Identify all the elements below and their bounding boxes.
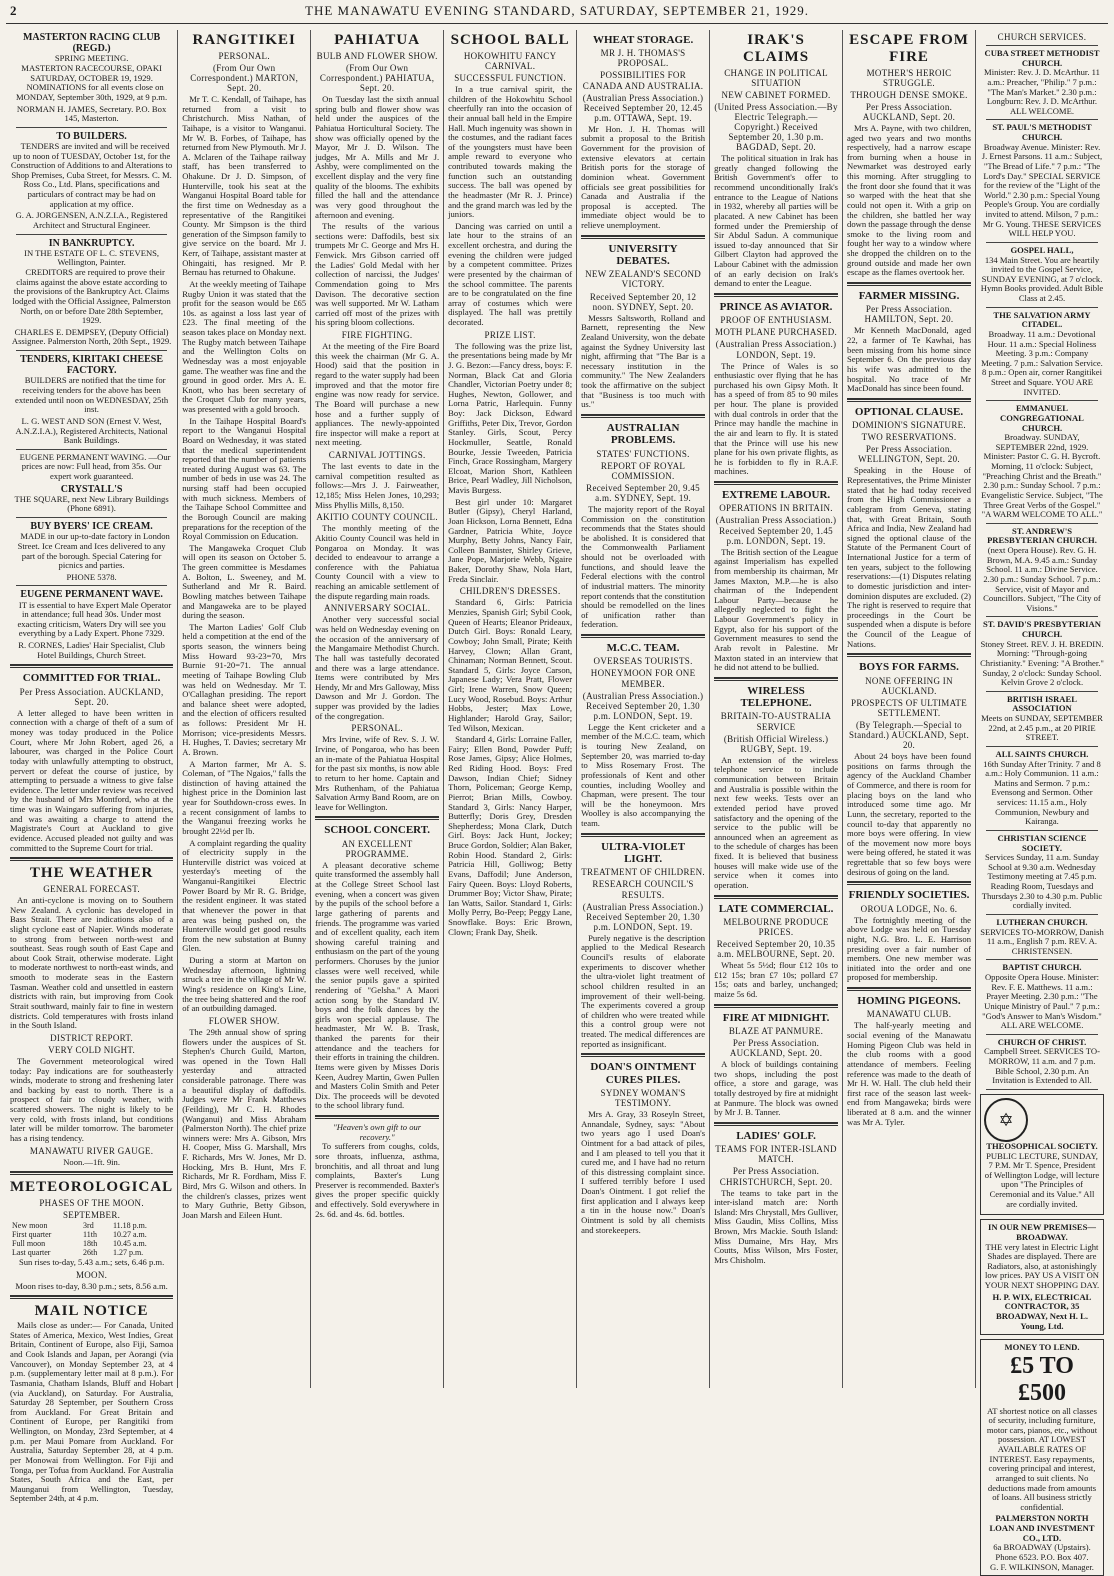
- pigeons-sub: MANAWATU CLUB.: [866, 1009, 952, 1020]
- mcc-sub: OVERSEAS TOURISTS.: [593, 656, 693, 667]
- moon-table: [10, 1222, 173, 1258]
- pahiatua-sub: BULB AND FLOWER SHOW.: [316, 50, 438, 61]
- column-3: [311, 30, 444, 1388]
- church-name: ST. DAVID'S PRESBYTERIAN CHURCH.: [983, 619, 1101, 640]
- aviator-body: The Prince of Wales is so enthusiastic over flying that he has purchased his own Gipsy Moth. It has a speed of from 85 to 90 miles per hour. The plane is provided with dual controls in order that the Prince may handle the machine in the air and learn to fly. It is stated that the Prince will use his new plane for his own private flights, as he is forbidden to fly in R.A.F. machines.: [714, 360, 839, 477]
- golf-body: The teams to take part in the inter-island match are: North Island: Mrs Chrystall, Mrs Gulliver, Miss Gaudin, Miss Collins, Miss Brown, Mrs Mackie. South Island: Miss Dumaine, Mrs Hay, Mrs Coutts, Miss Wilson, Mrs Foster, Mrs Chisholm.: [714, 1187, 839, 1265]
- personal-head: PERSONAL.: [351, 723, 403, 734]
- labour-head: EXTREME LABOUR.: [721, 489, 831, 502]
- icecream-head: BUY BYERS' ICE CREAM.: [30, 521, 153, 533]
- problems-dateline: Received September 20, 9.45 a.m. SYDNEY, Sept. 19.: [586, 482, 700, 503]
- debates-dateline: Received September 20, 12 noon. SYDNEY, Sept. 20.: [589, 291, 697, 312]
- escape-sub2: THROUGH DENSE SMOKE.: [850, 89, 968, 100]
- golf-sub: TEAMS FOR INTER-ISLAND MATCH.: [715, 1144, 837, 1165]
- rangitikei-p2: At the weekly meeting of Taihape Rugby Union it was stated that the profit for the season would be £65 10s. as against a loss last year of £23. The final meeting of the season takes place on Monday next. The Rugby match between Taihape and the Wellington Colts on Wednesday was a most enjoyable game. The weather was fine and the ground in good order. Mrs A. E. Knott, who has been secretary of the Croquet Club for many years, was presented with a gold brooch.: [182, 278, 307, 415]
- church-name: GOSPEL HALL,: [1010, 244, 1074, 255]
- wave-ad: [10, 589, 173, 660]
- wix-ad: [980, 1219, 1104, 1335]
- church-body: SERVICES TO-MORROW, Danish 11 a.m., English 7 p.m. REV. A. CHRISTENSEN.: [980, 926, 1104, 956]
- mcc-body: Legge the Kent cricketer and a member of the M.C.C. team, which is touring New Zealand, on September 20, was married to-day to Miss Rosemary Frost. The professionals of Kent and other counties, including Woolley and Chapman, were present. The tour will be the honeymoon. Mrs Woolley is also accompanying the team.: [581, 721, 706, 829]
- church-name: CUBA STREET METHODIST CHURCH.: [984, 48, 1100, 68]
- wix-head: IN OUR NEW PREMISES—BROADWAY.: [987, 1222, 1096, 1242]
- loan-ad: [980, 1339, 1104, 1576]
- carnival-head: CARNIVAL JOTTINGS.: [328, 450, 426, 461]
- akitio-body: The monthly meeting of the Akitio County Council was held in Pongaroa on Monday. It was decided to endeavour to arrange a conference with the Pahiatua County Council with a view to reaching an amicable settlement of the dispute regarding main roads.: [315, 523, 440, 601]
- aviator-dateline: (Australian Press Association.) LONDON, Sept. 19.: [715, 339, 837, 360]
- farmer-head: FARMER MISSING.: [858, 289, 960, 302]
- table-row: First quarter 11th 10.27 a.m.: [12, 1230, 147, 1240]
- doans-sub: SYDNEY WOMAN'S TESTIMONY.: [600, 1087, 686, 1109]
- church-name: LUTHERAN CHURCH.: [996, 916, 1088, 927]
- racing-sign: NORMAN H. JAMES, Secretary. P.O. Box 145, Masterton.: [16, 103, 167, 124]
- rangitikei-sub: PERSONAL.: [218, 50, 270, 61]
- church-body: Campbell Street. SERVICES TO-MORROW, 11 a.m. and 7 p.m. Bible School, 2.30 p.m. An Invitation is Extended to All.: [984, 1046, 1100, 1086]
- weather-sub: GENERAL FORECAST.: [43, 883, 140, 894]
- lung-ad-quote: "Heaven's own gift to our recovery.": [333, 1122, 422, 1142]
- rangitikei-dateline: (From Our Own Correspondent.) MARTON, Sept. 20.: [190, 62, 299, 94]
- optional-sub: DOMINION'S SIGNATURE.: [852, 420, 966, 431]
- bankruptcy-body: CREDITORS are required to prove their claims against the above estate according to the provisions of the Bankruptcy Act. Claims lodged with the Official Assignee, Palmerston North, on or before Date 28th September, 1929.: [12, 267, 171, 326]
- irak-sub: CHANGE IN POLITICAL SITUATION: [724, 67, 828, 88]
- aviator-head: PRINCE AS AVIATOR.: [719, 300, 833, 313]
- rangitikei-p1: Mr T. C. Kendall, of Taihape, has returned from a visit to Christchurch. Miss Nathan, of Taihape, is a visitor to Wanganui. Mr W. B. Forbes, of Taihape, has returned from New Plymouth. Mr J. A. Mclaren of the Taihape railway staff, has been transferred to Ohakune. Dr J. D. Simpson, of Hunterville, took his seat at the Wanganui Hospital Board table for the first time on Wednesday as a representative of the Rangitikei County. Mr Simpson is the third generation of the Simpson family to give service on the board. Mr J. Kerr, of Taihape, assistant master at Ohingaiti, has resigned. Mr P. Bernau has returned to Ohakune.: [182, 94, 307, 278]
- boys-head: BOYS FOR FARMS.: [859, 661, 959, 674]
- district-report-head: DISTRICT REPORT.: [50, 1032, 134, 1043]
- loan-manager: G. F. WILKINSON, Manager.: [990, 1561, 1094, 1572]
- anniversary-body: Another very successful social was held on Wednesday evening on the occasion of the anniversary of the Mangamaire Methodist Church. The hall was tastefully decorated and there was a large attendance. Items were contributed by Mrs Hendy, Mr and Mrs Galloway, Miss Dawson and Mr J. Gordon. The supper was provided by the ladies of the congregation.: [315, 614, 440, 721]
- loan-head: MONEY TO LEND.: [1004, 1342, 1080, 1353]
- masthead: [6, 4, 1108, 24]
- loan-body: AT shortest notice on all classes of security, including furniture, motor cars, pianos, etc., without possession. AT LOWEST AVAILABLE RATES OF INTEREST. Easy repayments, covering principal and interest, arranged to suit clients. No deductions made from amounts of loans. All business strictly confidential.: [986, 1405, 1098, 1512]
- optional-dateline: Per Press Association. WELLINGTON, Sept. 20.: [858, 444, 960, 465]
- irak-body: The political situation in Irak has greatly changed following the British Government's offer to recommend unconditionally Irak's entrance to the League of Nations in 1932, whereby all parties will be placated. A new Cabinet has been formed under the Premiership of Sir Abdul Sadun. A communique issued to-day announced that Sir Gilbert Clayton had approved the Labour Cabinet with the admission of an early decision on Irak's demand to enter the League.: [714, 153, 839, 289]
- church-notice: [980, 404, 1104, 524]
- fire-head: FIRE AT MIDNIGHT.: [722, 1011, 830, 1024]
- wheat-head: WHEAT STORAGE.: [592, 34, 694, 46]
- column-4: [444, 30, 577, 1388]
- church-name: ST. ANDREW'S PRESBYTERIAN CHURCH.: [987, 525, 1097, 546]
- waving-body: EUGENE PERMANENT WAVING. —Our prices are now: Full head, from 35s. Our expert work guaranteed.: [19, 451, 171, 481]
- church-body: Minister: Rev. J. D. McArthur. 11 a.m.: Preacher, "Philip." 7 p.m.: "The Man's Market." 2.30 p.m.: Longburn: Rev. J. D. McArthur. ALL WELCOME.: [984, 67, 1100, 116]
- optional-sub2: TWO RESERVATIONS.: [861, 432, 957, 443]
- marton-p3: A complaint regarding the quality of electricity supply in the Hunterville district was voiced at yesterday's meeting of the Wanganui-Rangitikei Electric Power Board by Mr R. G. Bridge, the resident engineer. It was stated that whenever the power in that area was being pushed on, the Hunterville would get good results from the new substation at Bunny Glen.: [182, 837, 307, 954]
- lung-ad-body: To sufferers from coughs, colds, sore throats, influenza, asthma, bronchitis, and all throat and lung complaints, Baxter's Lung Preserver is recommended. Baxter's gives the proper specific quickly and effectively. Sold everywhere in 2s. 6d. and 4s. 6d. bottles.: [315, 1141, 440, 1219]
- church-name: CHURCH OF CHRIST.: [997, 1036, 1087, 1047]
- trial-body: A letter alleged to have been written in connection with a charge of theft of a sum of money was today produced in the Police Court, where Mr John Robert, aged 26, a labourer, was charged in the Police Court today with unlawfully attempting to obstruct, pervert or defeat the course of justice, by attempting to persuade a witness to give false evidence. The letter under review was received by the husband of Mrs Montford, who at the time was in Waingaro suffering from injuries, and was awaiting a charge to attend the Magistrate's Court at Auckland to give evidence. Accused pleaded not guilty and was committed to the Supreme Court for trial.: [10, 707, 174, 853]
- fire-fighting-head: FIRE FIGHTING.: [341, 330, 413, 341]
- moon-month: SEPTEMBER.: [62, 1210, 121, 1221]
- boys-body: About 24 boys have been found positions on farms through the agency of the Auckland Chamber of Commerce, and there is room for placing boys on the land who introduced some time ago. Mr Lunn, the secretary, reported to the council to-day that apparently no more boys were offering. In view of the movement now more boys were being offered, he stated it was regrettable that so few boys were desirous of going on the land.: [847, 751, 971, 877]
- church-name: CHRISTIAN SCIENCE SOCIETY.: [997, 832, 1087, 853]
- problems-sub: STATES' FUNCTIONS.: [596, 448, 690, 459]
- irak-sub2: NEW CABINET FORMED.: [721, 89, 831, 100]
- builders-sign: G. A. JORGENSEN, A.N.Z.I.A., Registered Architect and Structural Engineer.: [15, 210, 168, 230]
- pahiatua-dateline: (From Our Own Correspondent.) PAHIATUA, Sept. 20.: [319, 62, 435, 94]
- church-name: THE SALVATION ARMY CITADEL.: [993, 309, 1091, 330]
- church-notice: [980, 963, 1104, 1034]
- labour-body: The British section of the League against Imperialism has expelled from membership its chairman, Mr James Maxton, M.P.—he is also chairman of the Independent Labour Party—because he allegedly neglected to fight the Labour Government's policy in Egypt, also for his support of the Government measures to send the Arab revolt in Palestine. Mr Maxton stated in an interview that he did not attend to be bullied.: [714, 546, 839, 673]
- pigeons-body: The half-yearly meeting and social evening of the Manawatu Homing Pigeon Club was held in the club rooms with a good attendance of members. Feeling reference was made to the death of Mr H. W. Hall. The club held their first race of the season last week-end from Mangaweka; birds were liberated at 8 a.m. and the winner was Mr A. Tyler.: [847, 1020, 971, 1127]
- commercial-dateline: Received September 20, 10.35 a.m. MELBOURNE, Sept. 20.: [716, 939, 836, 960]
- table-row: Full moon 18th 10.45 a.m.: [12, 1239, 147, 1249]
- boys-dateline: (By Telegraph.—Special to Standard.) AUCKLAND, Sept. 20.: [848, 719, 970, 751]
- wireless-dateline: (British Official Wireless.) RUGBY, Sept. 19.: [723, 733, 829, 754]
- escape-head: ESCAPE FROM FIRE: [849, 32, 969, 65]
- moon-times: Moon rises to-day, 8.30 p.m.; sets, 8.56 a.m.: [15, 1280, 168, 1291]
- farmer-dateline: Per Press Association. HAMILTON, Sept. 20.: [864, 304, 954, 325]
- aviator-sub: PROOF OF ENTHUSIASM.: [720, 315, 832, 326]
- wave-body: IT is essential to have Expert Male Operator in attendance; full head 30s. Under most exacting criticism, Waters Dry will see you everything by a Lady Expert. Phone 7329.: [17, 599, 172, 639]
- commercial-body: Wheat 5s 5½d; flour £12 10s to £12 15s; bran £7 10s; pollard £7 15s; oats and barley, unchanged; maize 5s 6d.: [714, 960, 839, 1000]
- district-report-body: The Government meteorological wired today: Pay indications are for southeasterly winds, moderate to strong and freshening later and backing by east to north. There is a prospect of fair to cloudy weather, with scattered showers. The night is likely to be very cold, with frosts inland, but conditions later will be milder tomorrow. The barometer has a rising tendency.: [10, 1055, 174, 1143]
- church-body: Services Sunday, 11 a.m. Sunday School at 9.30 a.m. Wednesday Testimony meeting at 7.45 p.m. Reading Room, Tuesdays and Thursdays 2.30 to 4.30 p.m. Public cordially invited.: [981, 852, 1103, 911]
- fire-fighting-body: At the meeting of the Fire Board this week the chairman (Mr G. A. Hood) said that the position in regard to the water supply had been improved and that the motor fire engine was now ready for service. The Board will purchase a new hose and a further supply of appliances. The newly-appointed fire inspector will make a report at next meeting.: [315, 341, 440, 448]
- loan-firm: PALMERSTON NORTH LOAN AND INVESTMENT CO., LTD.: [989, 1513, 1095, 1543]
- boys-sub: NONE OFFERING IN AUCKLAND.: [865, 675, 953, 696]
- bankruptcy-sign: CHARLES E. DEMPSEY, (Deputy Official) Assignee. Palmerston North, 20th Sept., 1929.: [11, 326, 172, 347]
- church-notice: [980, 834, 1104, 915]
- wix-body: THE very latest in Electric Light Shades are displayed. There are Radiators, also, at astonishingly low prices. PAY US A VISIT ON YOUR NEXT SHOPPING DAY.: [984, 1241, 1100, 1291]
- labour-sub: OPERATIONS IN BRITAIN.: [719, 503, 833, 514]
- mcc-head: M.C.C. TEAM.: [606, 642, 680, 655]
- debates-body: Messrs Saltsworth, Rolland and Barnett, representing the New Zealand University, won the debate against the Sydney University last night, affirming that "The Bar is a necessary institution in the community." The New Zealanders took the affirmative on the subject that "Business is too much with us.": [581, 312, 706, 410]
- wave-sign: R. CORNES, Ladies' Hair Specialist, Club Hotel Buildings, Church Street.: [18, 640, 165, 660]
- waving-shop: CRYSTALL'S: [60, 483, 123, 495]
- commercial-head: LATE COMMERCIAL.: [718, 902, 834, 915]
- theosophical-notice: [980, 1094, 1104, 1215]
- river-gauge-head: MANAWATU RIVER GAUGE.: [29, 1145, 154, 1156]
- waving-addr: THE SQUARE, next New Library Buildings (Phone 6891).: [14, 493, 169, 514]
- ultraviolet-dateline: (Australian Press Association.) Received September 20, 1.30 p.m. LONDON, Sept. 19.: [582, 901, 704, 932]
- ball-p1: In a true carnival spirit, the children of the Hokowhitu School cheerfully ran into the occasion of their annual ball held in the Empire Hall. Much ingenuity was shown in the costumes, and the radiant faces of the youngsters must have been ample reward to everyone who contributed towards making the function such an outstanding success. The ball was opened by the headmaster (Mr R. J. Prince) and the grand march was led by the juniors.: [448, 84, 573, 220]
- bankruptcy-sub: IN THE ESTATE OF L. C. STEVENS, Wellington, Painter.: [24, 247, 160, 268]
- trial-head: COMMITTED FOR TRIAL.: [22, 672, 161, 685]
- children-dresses-head: CHILDREN'S DRESSES.: [459, 586, 561, 597]
- column-6: [710, 30, 843, 1388]
- racing-body: NOMINATIONS for all events close on MONDAY, September 30th, 1929, at 9 p.m.: [16, 82, 168, 102]
- table-row: New moon 3rd 11.18 p.m.: [12, 1221, 147, 1231]
- pahiatua-p1: On Tuesday last the sixth annual spring bulb and flower show was held under the auspices of the Pahiatua Horticultural Society. The show was officially opened by the Mayor, Mr J. D. Wilson. The judges, Mr A. Mills and Mr J. Ashby, were complimented on the excellent display and the very fine quality of the blooms. The exhibits filled the hall and the attendance was very good throughout the afternoon and evening.: [315, 94, 440, 220]
- ultraviolet-head: ULTRA-VIOLET LIGHT.: [601, 840, 686, 866]
- church-notice: [980, 123, 1104, 243]
- mcc-dateline: (Australian Press Association.) Received September 20, 1.30 p.m. LONDON, Sept. 19.: [582, 690, 704, 721]
- doans-head: DOAN'S OINTMENT CURES PILES.: [590, 1061, 696, 1086]
- wix-firm: H. P. WIX, ELECTRICAL CONTRACTOR, 35 BROADWAY, Next H. L. Young, Ltd.: [992, 1291, 1092, 1331]
- icecream-body: MADE in our up-to-date factory in London Street. Ice Cream and Ices delivered to any part of the borough. Special Catering for picnics and parties.: [17, 531, 170, 571]
- escape-sub: MOTHER'S HEROIC STRUGGLE.: [866, 67, 952, 88]
- church-body: (next Opera House). Rev. G. H. Brown, M.A. 9.45 a.m.: Sunday School. 11 a.m.: Divine Service. 2.30 p.m.: Sunday School. 7 p.m.: Service, visit of Mayor and Councillors. Subject, "The City of Visions.": [983, 545, 1101, 613]
- flower-show-head: FLOWER SHOW.: [208, 1015, 280, 1026]
- theosophical-seal-icon: ✡: [984, 1098, 1028, 1142]
- marton-p1: The Marton Ladies' Golf Club held a competition at the end of the sports season, the winners being Miss Howard 93-23=70, Mrs Burnie 91-20=71. The annual meeting of Taihape Bowling Club was held on Wednesday. Mr T. O'Callaghan presiding. The report and balance sheet were adopted, and the election of officers resulted as follows: President Mr H. Morrison; vice-presidents Messrs. H. Hughes, T. Davies; secretary Mr A. Brown.: [182, 621, 307, 757]
- bankruptcy-head: IN BANKRUPTCY.: [48, 237, 135, 249]
- marton-p2: A Marton farmer, Mr A. S. Coleman, of "The Ngaios," falls the distinction of having attained the highest price in the Dominion last year for Southdown-cross ewes. In a recent consignment of lambs to the Wanganui freezing works he brought 22½d per lb.: [182, 758, 307, 836]
- personal-body: Mrs Irvine, wife of Rev. S. J. W. Irvine, of Pongaroa, who has been an in-mate of the Pahiatua Hospital for the past six months, is now able to return to her home. Captain and Mrs Ruthenham, of the Pahiatua Salvation Army Band Room, are on leave for Wellington.: [315, 734, 440, 812]
- church-body: Stoney Street. REV. J. H. BREDIN. Morning: "Through-going Christianity." Evening: "A Brother." Sunday, 2 o'clock: Sunday School. Kelvin Grove 2 o'clock.: [980, 638, 1104, 688]
- rangitikei-p4: The Mangaweka Croquet Club will open its season on October 5. The green committee is Mesdames A. Bolton, L. Sweeney, and M. Sutherland and Mr R. Baird. Bowling matches between Taihape and Mangaweka are to be played during the season.: [182, 542, 307, 621]
- church-notice: [980, 246, 1104, 308]
- bankruptcy-notice: [10, 238, 173, 347]
- akitio-head: AKITIO COUNTY COUNCIL.: [316, 512, 438, 523]
- church-body: Broadway Avenue. Minister: Rev. J. Ernest Parsons. 11 a.m.: Subject, "The Bread of Life." 7 p.m.: "The Lord's Day." SPECIAL SERVICE for the review of the "Light of the World." 2.30 p.m.: Special Young People's Group. You are cordially invited to attend. Milson, 7 p.m.: Mr G. Young. THESE SERVICES WILL HELP YOU.: [981, 141, 1103, 239]
- problems-sub2: REPORT OF ROYAL COMMISSION.: [600, 460, 686, 481]
- icecream-phone: PHONE 5378.: [66, 571, 117, 582]
- church-notice: [980, 1038, 1104, 1090]
- church-body: Opposite Opera House. Minister: Rev. F. E. Matthews. 11 a.m.: Prayer Meeting. 2.30 p.m.: "The Unique Ministry of Paul." 7 p.m.: "God's Answer to Man's Wisdom." ALL ARE WELCOME.: [982, 972, 1102, 1031]
- rangitikei-p3: In the Taihape Hospital Board's report to the Wanganui Hospital Board on Wednesday, it was stated that the medical superintendent reported that the number of patients treated during August was 63. The number of beds in use was 24. The nursing staff had been occupied with much sickness. Members of the Taihape School Committee and the Borough Council are making preparations for the reception of the Royal Commission on Education.: [182, 415, 307, 542]
- column-7: [843, 30, 976, 1388]
- district-report-sub: VERY COLD NIGHT.: [48, 1044, 136, 1055]
- escape-dateline: Per Press Association. AUCKLAND, Sept. 20.: [862, 101, 956, 122]
- anniversary-head: ANNIVERSARY SOCIAL.: [323, 603, 431, 614]
- labour-dateline: (Australian Press Association.) Received September 20, 1.45 p.m. LONDON, Sept. 19.: [715, 515, 837, 546]
- ball-sub2: SUCCESSFUL FUNCTION.: [454, 72, 566, 83]
- mail-head: MAIL NOTICE: [34, 1303, 149, 1320]
- columns: [6, 30, 1108, 1572]
- church-name: EMMANUEL CONGREGATIONAL CHURCH.: [1000, 403, 1084, 433]
- wireless-sub: BRITAIN-TO-AUSTRALIA SERVICE: [720, 711, 832, 732]
- tenders-sign: L. G. WEST AND SON (Ernest V. West, A.N.Z.I.A.), Registered Architects, National Bank Buildings.: [15, 415, 168, 446]
- carnival-body: The last events to date in the carnival competition resulted as follows:—Mrs J. J. Fairweather, 12,185; Miss Helen Jones, 10,293; Miss Phyllis Mills, 8,150.: [315, 461, 440, 510]
- fire-dateline: Per Press Association. AUCKLAND, Sept. 20.: [729, 1038, 823, 1059]
- pigeons-head: HOMING PIGEONS.: [857, 995, 961, 1008]
- commercial-sub: MELBOURNE PRODUCE PRICES.: [723, 916, 829, 937]
- golf-head: LADIES' GOLF.: [736, 1129, 816, 1142]
- friendly-head: FRIENDLY SOCIETIES.: [848, 889, 970, 902]
- escape-body: Mrs A. Payne, with two children, aged two years and two months respectively, had a narrow escape from burning when a house in Newmarket was destroyed early this morning. After struggling to the front door she found that it was so warped with the heat that she could not open it. With a grip on the children, she battled her way down the passage through the dense smoke to the living room and fought her way to a window where she dropped the children on to the ground outside and made her own escape as the flames overtook her.: [847, 122, 971, 278]
- wireless-body: An extension of the wireless telephone service to include communication between Britain and Australia is possible within the next few weeks. Tests over an extended period have proved satisfactory and the opening of the service to the public will be announced when an agreement as to the schedule of charges has been fixed. It is believed that business houses will make wide use of the service when it comes into operation.: [714, 754, 839, 890]
- ball-p5: Standard 6, Girls: Patricia Menzies, Spanish Girl; Sybil Cook, Queen of Hearts; Eleanor Prideaux, Dutch Girl. Boys: Ronald Leary, Cowboy; John Small, Pirate; Keith Harvey, Clown; Allan Grant, Chinaman; Norman Bennett, Scout. Standard 5, Girls: Joyce Carson, Japanese Lady; Vera Pratt, Flower Girl; Irene Warren, Snow Queen; Lucy Wood, Rosebud. Boys: Arthur Hobbs, Jester; Max Lowe, Highlander; Harold Gray, Sailor; Ted Wilson, Mexican.: [448, 597, 573, 733]
- irak-head: IRAK'S CLAIMS: [743, 32, 810, 65]
- ball-p2: Dancing was carried on until a late hour to the strains of an excellent orchestra, and during the evening the children were judged by a competent committee. Prizes were presented by the chairman of the school committee. The parents are to be congratulated on the fine array of costumes which were displayed. The hall was prettily decorated.: [448, 220, 573, 328]
- moon-head: MOON.: [75, 1269, 108, 1280]
- aviator-sub2: MOTH PLANE PURCHASED.: [715, 327, 838, 338]
- ball-p6: Standard 4, Girls: Lorraine Faller, Fairy; Ellen Bond, Powder Puff; Rose James, Gipsy; Alice Holmes, Red Riding Hood. Boys: Fred Dawson, Indian Chief; Sidney Thorn, Policeman; George Kemp, Pierrot; Brian Mills, Cowboy. Standard 3, Girls: Nancy Harper, Butterfly; Doris Grey, Dresden Shepherdess; Mona Clark, Dutch Girl. Boys: Jack Hunt, Jockey; Bruce Gordon, Soldier; Alan Baker, Robin Hood. Standard 2, Girls: Patricia Hill, Golliwog; Betty Evans, Daffodil; June Anderson, Fairy Queen. Boys: Lloyd Roberts, Drummer Boy; Victor Shaw, Pirate; Ian Watts, Sailor. Standard 1, Girls: Molly Perry, Bo-Peep; Peggy Lane, Snowflake. Boys: Eric Brown, Clown; Frank Day, Sheik.: [448, 734, 573, 937]
- mcc-sub2: HONEYMOON FOR ONE MEMBER.: [590, 668, 696, 689]
- church-notice: [980, 311, 1104, 402]
- column-8: [976, 30, 1108, 1572]
- ultraviolet-body: Purely negative is the description applied to the Medical Research Council's results of elaborate experiments to discover whether the ultra-violet light treatment of school children resulted in an improvement of their well-being. The experiments covered a group of children who were treated while this a control group were not treated. The medical differences are reported as insignificant.: [581, 932, 706, 1049]
- moon-phases-head: PHASES OF THE MOON.: [39, 1198, 144, 1209]
- builders-notice: [10, 131, 173, 231]
- church-name: BRITISH ISRAEL ASSOCIATION: [1006, 693, 1077, 714]
- waving-ad: [10, 453, 173, 514]
- wheat-sub2: POSSIBILITIES FOR CANADA AND AUSTRALIA.: [582, 70, 704, 91]
- river-gauge: Noon.—1ft. 9in.: [63, 1156, 120, 1167]
- church-name: ST. PAUL'S METHODIST CHURCH.: [992, 122, 1092, 143]
- concert-head: SCHOOL CONCERT.: [324, 824, 431, 837]
- church-name: BAPTIST CHURCH.: [1002, 962, 1082, 973]
- fire-body: A block of buildings containing two shops, including the post office, a store and garage, was totally destroyed by fire at midnight at Panmure. The block was owned by Mr J. B. Tanner.: [714, 1059, 839, 1118]
- trial-dateline: Per Press Association. AUCKLAND, Sept. 20.: [19, 686, 164, 707]
- boys-sub2: PROSPECTS OF ULTIMATE SETTLEMENT.: [851, 697, 968, 718]
- church-notice: [980, 620, 1104, 691]
- ball-sub: HOKOWHITU FANCY CARNIVAL.: [463, 50, 557, 71]
- table-row: Last quarter 26th 1.27 p.m.: [12, 1248, 144, 1258]
- church-notice: [980, 918, 1104, 961]
- ball-p3: The following was the prize list, the presentations being made by Mr J. G. Bezon:—Fancy dress, boys: F. Norman, Black Cat and Gloria Chandler, Victorian Poetry under 8; Hughes, Newton, Gollower, and Lorna Patric, Harlequin. Funny Boy: Jack Dickson, Edward Griffiths, Peter Dix, Trevor, Gordon Stanley. Girls, Scout, Percy Hockmuller, Seattle, Ronald Bourke, Jessie Tweeden, Patricia Finch, Grace Rossingham, Margery Elcoat, Marion Short, Kathleen Brice, Pearl Wadley, Jill Nicholson, Mavis Burgess.: [448, 340, 573, 496]
- theosophical-name: THEOSOPHICAL SOCIETY.: [986, 1140, 1098, 1151]
- church-body: 16th Sunday After Trinity. 7 and 8 a.m.: Holy Communion. 11 a.m.: Matins and Sermon. 7 p.m.: Evensong and Sermon. Other services: 11.15 a.m., Holy Communion, Newbury and Kairanga.: [983, 758, 1101, 827]
- theosophical-body: PUBLIC LECTURE, SUNDAY, 7 P.M. Mr T. Spence, President of Wellington Lodge, will lecture upon "The Principles of Ceremonial and its Value." All are cordially invited.: [984, 1150, 1100, 1209]
- racing-notice: [10, 32, 173, 124]
- wireless-head: WIRELESS TELEPHONE.: [740, 684, 812, 710]
- problems-head: AUSTRALIAN PROBLEMS.: [606, 421, 680, 447]
- pahiatua-p2: The results of the various sections were: Daffodils, best six trumpets Mr C. George and Mrs H. Fenwick. Mrs Gibson carried off the Ladies' Gold Medal with her collection of narcissi, the Judges' Commendation going to Mrs Davison. The decorative section was well supported. Mr W. Latham carried off most of the prizes with his spring bloom collections.: [315, 221, 440, 328]
- friendly-body: The fortnightly meeting of the above Lodge was held on Tuesday night, N.G. Bro. L. E. Harrison presiding over a fair number of members. One new member was initiated into the order and one proposed for membership.: [847, 914, 971, 983]
- church-services-head: CHURCH SERVICES.: [997, 32, 1087, 42]
- farmer-body: Mr Kenneth MacDonald, aged 22, a farmer of Te Kawhai, has been missing from his home since September 6. On the previous day his wife was admitted to the hospital. No trace of Mr MacDonald has since been found.: [847, 325, 971, 394]
- racing-venue: MASTERTON RACECOURSE, OPAKI SATURDAY, OCTOBER 19, 1929.: [21, 63, 162, 83]
- sun-times: Sun rises to-day, 5.43 a.m.; sets, 6.46 p.m.: [18, 1257, 165, 1268]
- builders-head: TO BUILDERS.: [56, 130, 127, 142]
- weather-body: An anti-cyclone is moving on to Southern New Zealand. A cyclonic has developed in Bass Strait. There are indications also of a slight cyclone east of Napier. Winds moderate to strong from between north-west and southeast. Seas rough south of East Cape and about Cook Strait, otherwise moderate. Light to moderate northwest to north-east winds, and smooth to moderate seas in the Eastern Tasman. Weather cold and unsettled in eastern districts with rain, but improving from Cook Strait southward, mainly fair to fine in western districts. Cold temperatures with frosts inland in the South Island.: [10, 895, 174, 1031]
- church-list: [980, 49, 1104, 1090]
- ball-p4: Best girl under 10: Margaret Butler (Gipsy), Cheryl Harland, Joan Hickson, Lorna Bennett, Edna Gardner, Patricia White, Joyce Murphy, Betty Johns, Nancy Fair, Colleen Bannister, Shirley Grieve, Jane Pope, Marjorie Webb, Ngaire Baker, Dorothy Shaw, Nola Hart, Freda Sinclair.: [448, 496, 573, 584]
- church-name: ALL SAINTS CHURCH.: [995, 748, 1089, 759]
- wheat-body: Mr Hon. J. H. Thomas will submit a proposal to the British Government for the provision of extensive elevators at certain British ports for the storage of dominion wheat. Government officials see great possibilities for Canada and Australia if the proposal is accepted. The immediate object would be to relieve unemployment.: [581, 123, 706, 231]
- ultraviolet-sub: TREATMENT OF CHILDREN.: [581, 867, 705, 878]
- concert-sub: AN EXCELLENT PROGRAMME.: [341, 838, 413, 859]
- doans-body: Mrs A. Gray, 33 Roseyln Street, Annandale, Sydney, says: "About two years ago I used Doan's Ointment for a bad attack of piles, and I am pleased to tell you that it cured me, and I have had no return of this distressing complaint since. I suffered terribly before I used Doan's Ointment. I got relief the first application and I always keep a tin in the house now." Doan's Ointment is sold by all chemists and storekeepers.: [581, 1109, 706, 1235]
- met-head: METEOROLOGICAL: [10, 1179, 174, 1196]
- church-notice: [980, 750, 1104, 831]
- column-2: [178, 30, 311, 1388]
- newspaper-title: THE MANAWATU EVENING STANDARD, SATURDAY, SEPTEMBER 21, 1929.: [305, 3, 809, 18]
- tenders-body: BUILDERS are notified that the time for receiving tenders for the above has been extended until noon on WEDNESDAY, 25th inst.: [15, 375, 169, 415]
- wave-head: EUGENE PERMANENT WAVE.: [20, 589, 163, 601]
- icecream-ad: [10, 521, 173, 582]
- church-body: Broadway. 11 a.m.: Devotional Hour. 11 a.m.: Special Holiness Meeting. 3 p.m.: Company Meeting. 7 p.m.: Salvation Service. 8 p.m.: Open air, corner Rangitikei Street and Square. YOU ARE INVITED.: [981, 328, 1103, 397]
- rangitikei-head: RANGITIKEI: [192, 32, 296, 48]
- concert-body: A pleasant decorative scheme quite transformed the assembly hall at the College Street School last evening, when a concert was given by the pupils of the school before a large gathering of parents and friends. The programme was varied and of excellent quality, each item showing careful training and enthusiasm on the part of the young performers. Choruses by the junior classes were well received, while the senior pupils gave a spirited rendering of "Gelsha." A Maori action song by the Standard IV. boys and the folk dances by the girls won special applause. The headmaster, Mr W. B. Trask, thanked the parents for their attendance and the teachers for their efforts in training the children. Items were given by Misses Doris Keen, Audrey Martin, Gwen Pullen and Masters Colin Smith and Peter Dix. The proceeds will be devoted to the school library fund.: [315, 859, 440, 1111]
- wheat-dateline: (Australian Press Association.) Received September 20, 12.45 p.m. OTTAWA, Sept. 19.: [582, 92, 704, 123]
- racing-sub: SPRING MEETING.: [54, 53, 129, 64]
- racing-head: MASTERTON RACING CLUB (REGD.): [22, 32, 161, 55]
- weather-head: THE WEATHER: [29, 865, 154, 882]
- marton-p4: During a storm at Marton on Wednesday afternoon, lightning struck a tree in the village of Mr W. Wing's residence on King's Line, the tree being shattered and the roof of an outbuilding damaged.: [182, 955, 307, 1014]
- friendly-sub: OROUA LODGE, No. 6.: [860, 903, 958, 914]
- loan-amount: £5 TO £500: [1010, 1352, 1074, 1406]
- flower-show-body: The 29th annual show of spring flowers under the auspices of St. Stephen's Church Guild, Marton, was opened in the Town Hall yesterday and attracted considerable patronage. There was a beautiful display of daffodils. Judges were Mr Frank Matthews (Feilding), Mr C. H. Rhodes (Wanganui) and Miss Abraham (Palmerston North). The chief prize winners were: Mrs A. Gibson, Mrs H. Cooper, Miss G. Marshall, Mrs F. Richards, Mrs W. Jones, Mr D. Hocking, Mrs B. Hunt, Mrs F. Richards, Mr R. Fordham, Miss F. Bird, Mrs G. Wilson and others. In the children's classes, prizes went to Mary Guthrie, Betty Gibson, Joan Marsh and Eileen Hunt.: [182, 1026, 307, 1220]
- fire-sub: BLAZE AT PANMURE.: [728, 1025, 824, 1036]
- church-body: 134 Main Street. You are heartily invited to the Gospel Service, SUNDAY EVENING, at 7 o'clock. Hymn Books provided. Adult Bible Class at 2.45.: [980, 254, 1104, 304]
- golf-dateline: Per Press Association. CHRISTCHURCH, Sept. 20.: [719, 1166, 833, 1187]
- loan-addr: 6a BROADWAY (Upstairs). Phone 6523. P.O. Box 407.: [993, 1542, 1091, 1562]
- prize-list-head: PRIZE LIST.: [484, 329, 536, 340]
- church-body: Broadway. SUNDAY, SEPTEMBER 22nd, 1929. Minister: Pastor C. G. H. Bycroft. Morning, 11 o'clock: Subject, "Preaching Christ and the Breath." 2.30 p.m.: Sunday School. 7 p.m.: Evangelistic Service. Subject, "The Three Great Verbs of the Gospel." "A WARM WELCOME TO ALL.": [981, 432, 1103, 520]
- builders-body: TENDERS are invited and will be received up to noon of TUESDAY, October 1st, for the Construction of Additions to and Alterations to Shop Premises, Cuba Street, for Messrs. C. M. Ross Co., Ltd. Plans, specifications and particulars of contract may be had on application at my office.: [10, 140, 173, 209]
- debates-head: UNIVERSITY DEBATES.: [608, 242, 678, 268]
- ultraviolet-sub2: RESEARCH COUNCIL'S RESULTS.: [592, 879, 694, 900]
- column-5: [577, 30, 710, 1388]
- irak-dateline: (United Press Association.—By Electric Telegraph.—Copyright.) Received September 20, 1.30 p.m. BAGDAD, Sept. 20.: [714, 101, 838, 153]
- church-notice: [980, 49, 1104, 120]
- pahiatua-head: PAHIATUA: [334, 32, 421, 48]
- page-number: 2: [10, 3, 17, 18]
- tenders-notice: [10, 354, 173, 446]
- optional-head: OPTIONAL CLAUSE.: [854, 405, 964, 418]
- tenders-head: TENDERS, KIRITAKI CHEESE FACTORY.: [20, 354, 164, 377]
- church-notice: [980, 527, 1104, 618]
- wheat-sub: MR J. H. THOMAS'S PROPOSAL.: [600, 48, 686, 69]
- optional-body: Speaking in the House of Representatives, the Prime Minister stated that he had today received from the High Commissioner a cablegram from Geneva, stating that, with Great Britain, South Africa and India, New Zealand had signed the optional clause of the Statute of the Permanent Court of International Justice for a term of ten years, subject to the following reservations:—(1) Disputes relating to domestic jurisdiction and inter-dominion disputes are excluded. (2) The right is reserved to require that proceedings in the Court be suspended when a dispute is before the Council of the League of Nations.: [847, 465, 971, 649]
- mail-body: Mails close as under:— For Canada, United States of America, Mexico, West Indies, Great Britain, Continent of Europe, also Fiji, Samoa and Cook Islands and Japan, per Aorangi (via Vancouver), on Monday September 23, at 4 p.m. (supplementary letter mail at 8 p.m.). For Tasmania, Chatham Islands, Bluff and Hobart (via Auckland), on Saturday. For Australia, Saturday 28 September, per Southern Cross from Auckland. For Great Britain and Continent of Europe, per Rangitiki from Wellington, on Monday, 23rd September, at 4 p.m. per Maui Pomare from Auckland. For Australia, Saturday September 28, at 4 p.m. per Monowai from Wellington. For Fiji and Tonga, per Tofua from Auckland. For Australia States, South Africa and the East, per Maunganui from Wellington, Tuesday, September 24th, at 4 p.m.: [10, 1320, 174, 1504]
- church-notice: [980, 695, 1104, 747]
- column-1: [6, 30, 178, 1504]
- problems-body: The majority report of the Royal Commission on the constitution recommends that the States should be abolished. It is considered that the Commonwealth Parliament should not be overloaded with functions, and should leave the Federal elections with the control of industrial matters. The minority report contends that the constitution should be remodelled on the lines of unification rather than federation.: [581, 503, 706, 630]
- ball-head: SCHOOL BALL: [450, 32, 570, 48]
- debates-sub: NEW ZEALAND'S SECOND VICTORY.: [585, 269, 702, 290]
- church-body: Meets on SUNDAY, SEPTEMBER 22nd, at 2.45 p.m., at 20 PIRIE STREET.: [981, 713, 1103, 743]
